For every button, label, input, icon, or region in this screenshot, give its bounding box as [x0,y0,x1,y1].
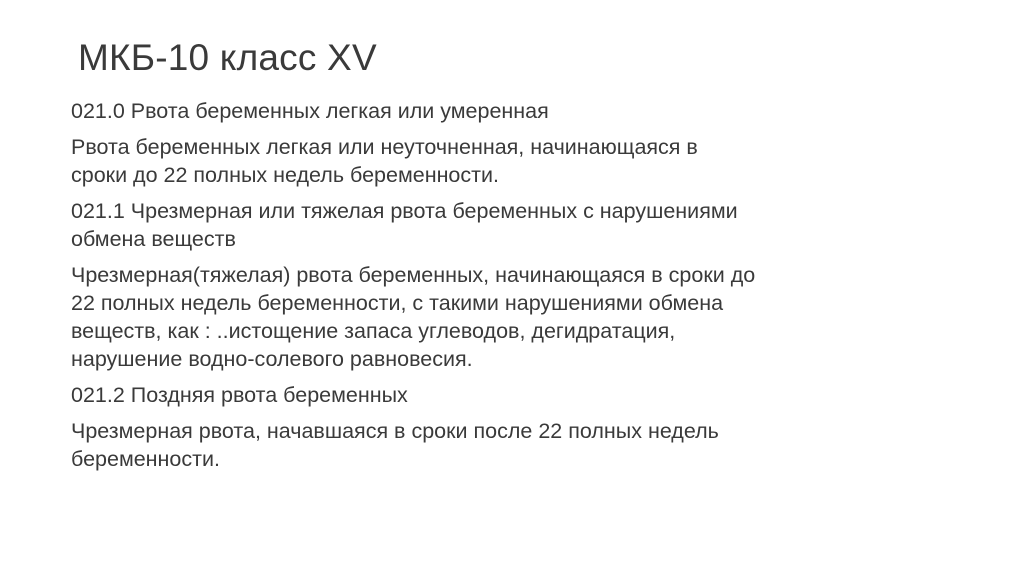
paragraph-code-021-1 [71,197,971,253]
text-line: Чрезмерная рвота, начавшаяся в сроки после 22 полных недель [71,419,719,443]
text-line: обмена веществ [71,227,236,251]
slide-body [71,97,971,481]
text-line: 021.0 Рвота беременных легкая или умеренная [71,99,549,123]
text-line: 021.2 Поздняя рвота беременных [71,383,408,407]
paragraph-description-021-1 [71,261,971,373]
slide-title: МКБ-10 класс XV [78,37,377,78]
text-line: 021.1 Чрезмерная или тяжелая рвота беременных с нарушениями [71,199,738,223]
text-line: Рвота беременных легкая или неуточненная, начинающаяся в [71,135,698,159]
text-line: беременности. [71,447,220,471]
text-line: сроки до 22 полных недель беременности. [71,163,499,187]
paragraph-description-021-2 [71,417,971,473]
paragraph-code-021-0 [71,97,971,125]
text-line: Чрезмерная(тяжелая) рвота беременных, начинающаяся в сроки до [71,263,756,287]
paragraph-code-021-2 [71,381,971,409]
text-line: 22 полных недель беременности, с такими нарушениями обмена [71,291,724,315]
text-line: веществ, как : ..истощение запаса углеводов, дегидратация, [71,319,676,343]
paragraph-description-021-0 [71,133,971,189]
text-line: нарушение водно-солевого равновесия. [71,347,473,371]
